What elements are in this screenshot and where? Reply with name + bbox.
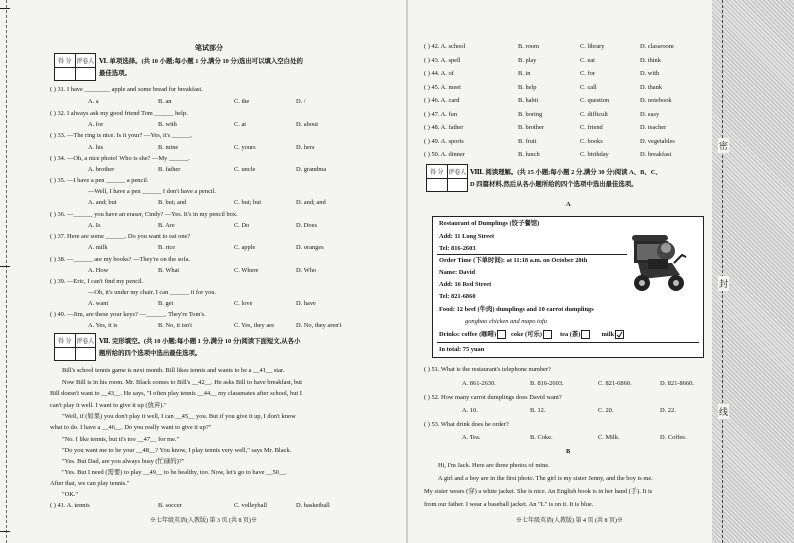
option-d: D. teacher <box>640 124 667 131</box>
section-6-heading: Ⅵ. 单项选择。(共 10 小题;每小题 1 分,满分 10 分)选出可以填入空白处的 <box>99 58 303 65</box>
page-footer: ※七年级英语(人教版) 第 4 页 (共 8 页)※ <box>516 518 623 524</box>
option-d: D. think <box>640 56 661 64</box>
option-c: C. apple <box>234 244 256 251</box>
question-31: ( ) 31. I have ________ apple and some bread for breakfast. <box>50 86 203 93</box>
option-d: D. notebook <box>640 97 672 104</box>
customer-address: Add: 16 Red Street <box>439 281 492 288</box>
option-a: A. 10. <box>462 407 478 414</box>
question-40: ( ) 40. —Jim, are these your keys? —______. They're Tom's. <box>50 311 206 318</box>
option-c: C. 821-6860. <box>598 380 632 387</box>
restaurant-tel: Tel: 816-2603 <box>439 245 476 252</box>
question-38: ( ) 38. —______ are my books? —They're on the sofa. <box>50 256 190 263</box>
passage-line: "OK." <box>62 491 79 498</box>
option-a: A. milk <box>88 244 108 251</box>
passage-line: After that, we can play tennis." <box>50 480 130 487</box>
option-a: A. How <box>88 267 109 274</box>
option-b: B. Coke. <box>530 434 553 441</box>
option-c: C. the <box>234 98 250 105</box>
option-c: C. but; but <box>234 199 262 206</box>
option-a: A. Tea. <box>462 434 481 441</box>
grader-cell <box>76 68 96 81</box>
option-d: D. No, they aren't <box>296 322 342 329</box>
binding-dashed-line <box>722 0 724 543</box>
option-d: D. easy <box>640 110 660 118</box>
option-d: D. about <box>296 121 319 128</box>
question-35: ( ) 35. —I have a pen ______ a pencil. <box>50 177 149 184</box>
score-box <box>54 333 96 361</box>
option-d: D. 821-8660. <box>660 380 694 387</box>
option-c: C. friend <box>580 124 603 131</box>
option-d: D. classroom <box>640 43 674 50</box>
passage-line: "Yes. But Dad, are you always busy (忙碌的)?" <box>62 458 185 465</box>
question-48: ( ) 48. A. father <box>424 124 464 131</box>
grader-label: 评卷人 <box>76 338 95 345</box>
option-d: D. hers <box>296 144 315 151</box>
option-c: C. Yes, they are <box>234 322 275 329</box>
option-c: C. volleyball <box>234 502 268 509</box>
option-c: C. question <box>580 97 610 104</box>
option-a: A. Yes, it is <box>88 322 118 329</box>
passage-line: "Well, if (如果) you don't play it well, I can __45__ you. But if you give it up, I don't know <box>62 413 296 420</box>
question-36: ( ) 36. —______ you have an eraser, Cindy? —Yes. It's in my pencil box. <box>50 211 238 218</box>
option-a: A. his <box>88 144 104 151</box>
option-c: C. library <box>580 43 605 50</box>
seal-label: 密 <box>718 138 729 153</box>
option-c: C. Milk. <box>598 434 620 441</box>
option-b: B. play <box>518 56 537 64</box>
option-a: A. a <box>88 98 99 105</box>
option-b: B. 12. <box>530 407 546 414</box>
drink-milk-label: milk <box>601 330 615 338</box>
option-d: D. Who <box>296 267 317 274</box>
binding-dashed-line <box>6 0 8 543</box>
option-d: D. / <box>296 98 306 105</box>
option-c: C. eat <box>580 56 595 64</box>
passage-line: Bill's school tennis game is next month. Bill likes tennis and wants to be a __41__ star. <box>62 367 285 374</box>
card-title: Restaurant of Dumplings (饺子餐馆) <box>439 220 540 227</box>
option-d: D. have <box>296 300 316 307</box>
option-b: B. What <box>158 267 180 274</box>
question-47: ( ) 47. A. fun <box>424 110 458 118</box>
score-label: 得 分 <box>55 334 76 347</box>
option-b: B. mine <box>158 144 179 151</box>
question-34: ( ) 34. —Oh, a nice photo! Who is she? —My ______. <box>50 155 190 162</box>
passage-b-line: My sister wears (穿) a white jacket. She is nice. An English book is in her hand (手). It is <box>424 488 653 495</box>
binding-tick <box>0 531 10 532</box>
option-a: A. brother <box>88 166 115 173</box>
option-a: A. for <box>88 121 104 128</box>
option-c: C. difficult <box>580 110 608 118</box>
option-d: D. grandma <box>296 166 327 173</box>
option-d: D. and; and <box>296 199 326 206</box>
option-b: B. an <box>158 98 172 105</box>
option-c: C. birthday <box>580 151 609 158</box>
grader-cell <box>76 348 96 361</box>
option-d: D. Coffee. <box>660 434 687 441</box>
option-b: B. room <box>518 43 539 50</box>
passage-b-line: Hi, I'm Jack. Here are three photos of mine. <box>438 462 550 469</box>
question-43: ( ) 43. A. spell <box>424 56 461 64</box>
question-33: ( ) 33. —The ring is nice. Is it your? —Yes, it's ______. <box>50 132 193 139</box>
option-b: B. habit <box>518 97 539 104</box>
option-b: B. but; and <box>158 199 187 206</box>
option-b: B. in <box>518 70 531 77</box>
option-b: B. fruit <box>518 137 537 145</box>
question-45: ( ) 45. A. meet <box>424 83 461 91</box>
score-label: 得 分 <box>55 54 76 67</box>
food-order-cont: gongbao chicken and mapo tofu <box>465 318 547 325</box>
passage-b-line: A girl and a boy are in the first photo. The girl is my sister Jenny, and the boy is me. <box>438 475 653 482</box>
left-page <box>38 0 400 543</box>
part-b-label: B <box>566 448 571 455</box>
option-b: B. brother <box>518 124 544 131</box>
food-order: Food: 12 beef (牛肉) dumplings and 10 carrot dumplings <box>439 306 594 313</box>
option-c: C. love <box>234 300 253 307</box>
question-53: ( ) 53. What drink does he order? <box>424 421 509 428</box>
part-a-label: A <box>566 201 571 208</box>
question-41: ( ) 41. A. tennis <box>50 502 90 509</box>
question-39-line2: —Oh, it's under my chair. I can ______ it for you. <box>88 289 217 296</box>
option-d: D. Does <box>296 222 317 229</box>
question-35-line2: —Well, I have a pen ______ I don't have a pencil. <box>88 188 217 195</box>
section-title: 笔试部分 <box>195 44 223 52</box>
question-46: ( ) 46. A. card <box>424 97 460 104</box>
passage-b-line: from our father. I wear a baseball jacket. An "L" is on it. It is blue. <box>424 501 594 508</box>
question-49: ( ) 49. A. sports <box>424 137 464 145</box>
question-50: ( ) 50. A. dinner <box>424 151 465 158</box>
grader-label: 评卷人 <box>448 169 467 176</box>
option-c: C. for <box>580 70 595 77</box>
section-6-heading-cont: 最佳选项。 <box>99 70 131 77</box>
passage-line: what to do. I have a __46__. Do you really want to give it up?" <box>50 424 212 431</box>
option-c: C. uncle <box>234 166 256 173</box>
option-b: B. No, it isn't <box>158 322 192 329</box>
passage-line: "No. I like tennis, but it's too __47__ for me." <box>62 436 180 443</box>
option-c: C. books <box>580 137 603 145</box>
section-8-heading-cont: D 四篇材料,然后从各小题所给的四个选项中选出最佳选项。 <box>470 181 638 188</box>
score-label: 得 分 <box>427 165 448 178</box>
option-c: C. at <box>234 121 247 128</box>
passage-line: can't play it well. I want to give it up (放弃)." <box>50 402 167 409</box>
option-a: A. and; but <box>88 199 117 206</box>
option-d: D. with <box>640 70 660 77</box>
question-39: ( ) 39. —Eric, I can't find my pencil. <box>50 278 144 285</box>
option-d: D. vegetables <box>640 137 675 145</box>
option-c: C. Where <box>234 267 259 274</box>
option-c: C. call <box>580 83 597 91</box>
option-b: B. rice <box>158 244 176 251</box>
question-44: ( ) 44. A. of <box>424 70 454 77</box>
option-b: B. with <box>158 121 177 128</box>
option-b: B. get <box>158 300 174 307</box>
question-51: ( ) 51. What is the restaurant's telephone number? <box>424 366 551 373</box>
option-b: B. Are <box>158 222 175 229</box>
option-a: A. Is <box>88 222 101 229</box>
score-box <box>54 53 96 81</box>
passage-line: "Do you want me to be your __48__? You know, I play tennis very well," says Mr. Black. <box>62 447 292 454</box>
option-a: A. 861-2630. <box>462 380 496 387</box>
passage-line: Bill doesn't want to __43__. He says, "I often play tennis __44__ my classmates after school, but I <box>50 390 302 397</box>
question-52: ( ) 52. How many carrot dumplings does David want? <box>424 394 562 401</box>
question-32: ( ) 32. I always ask my good friend Tom ______ help. <box>50 110 188 117</box>
grader-label: 评卷人 <box>76 58 95 65</box>
seal-label: 封 <box>718 276 729 291</box>
question-37: ( ) 37. Here are some ______. Do you want to eat one? <box>50 233 191 240</box>
option-b: B. boring <box>518 110 543 118</box>
passage-line: Now Bill is in his room. Mr. Black comes to Bill's __42__. He asks Bill to have breakfast, but <box>62 379 303 386</box>
binding-gutter-left <box>0 0 30 543</box>
option-a: A. want <box>88 300 109 307</box>
page-divider <box>406 0 408 543</box>
restaurant-address: Add: 11 Long Street <box>439 233 495 240</box>
binding-tick <box>0 266 10 267</box>
option-b: B. lunch <box>518 151 540 158</box>
drink-tea-label: tea (茶) <box>560 330 581 338</box>
question-42: ( ) 42. A. school <box>424 43 466 50</box>
score-cell <box>55 348 76 361</box>
option-d: D. oranges <box>296 244 324 251</box>
order-time: Order Time (下单时间): at 11:18 a.m. on October 28th <box>439 257 588 264</box>
customer-name: Name: David <box>439 269 476 276</box>
option-b: B. 816-2603. <box>530 380 564 387</box>
passage-line: "Yes. But I need (需要) to play __49__ to be healthy, too. Now, let's go to have __50__. <box>62 469 287 476</box>
drink-coffee-label: Drinks: coffee (咖啡) <box>439 330 497 338</box>
seal-label: 线 <box>718 404 729 419</box>
option-c: C. yours <box>234 144 256 151</box>
drink-coke-label: coke (可乐) <box>510 330 543 338</box>
option-c: C. Do <box>234 222 250 229</box>
option-c: C. 20. <box>598 407 614 414</box>
customer-tel: Tel: 821-6860 <box>439 293 476 300</box>
score-cell <box>55 68 76 81</box>
section-7-heading-cont: 题所给的四个选项中选出最佳选项。 <box>99 350 202 357</box>
option-d: D. 22. <box>660 407 676 414</box>
option-d: D. breakfast <box>640 151 672 158</box>
option-b: B. father <box>158 166 181 173</box>
page-footer: ※七年级英语(人教版) 第 3 页 (共 8 页)※ <box>150 518 257 524</box>
section-8-heading: Ⅷ. 阅读理解。(共 15 小题;每小题 2 分,满分 30 分)阅读 A、B、C、 <box>470 169 662 176</box>
option-b: B. help <box>518 83 537 91</box>
binding-tick <box>0 8 10 9</box>
option-d: D. basketball <box>296 502 330 509</box>
section-7-heading: Ⅶ. 完形填空。(共 10 小题;每小题 1 分,满分 10 分)阅读下面短文,从各小 <box>99 338 301 345</box>
right-page-questions <box>418 0 710 543</box>
option-b: B. soccer <box>158 502 182 509</box>
binding-strip-right <box>712 0 794 543</box>
order-total: In total: 75 yuan <box>439 346 485 353</box>
option-d: D. thank <box>640 83 663 91</box>
